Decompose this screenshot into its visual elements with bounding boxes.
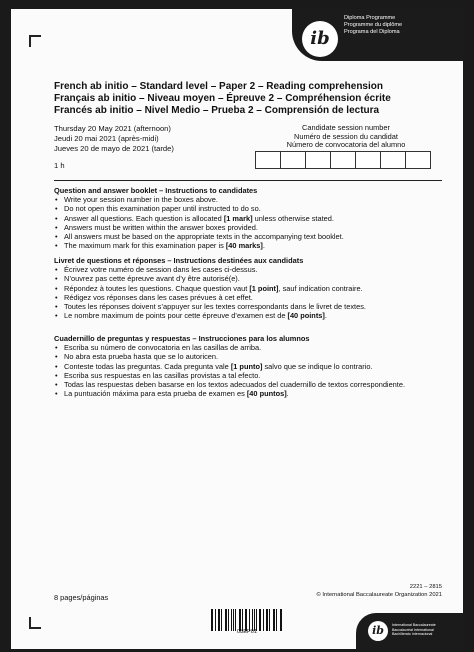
instruction-item: • Conteste todas las preguntas. Cada pregunta vale [1 punto] salvo que se indique lo contrario.	[54, 362, 449, 371]
barcode-bar	[219, 609, 220, 631]
copyright: © International Baccalaureate Organization 2021	[316, 592, 442, 599]
instruction-item: • N’ouvrez pas cette épreuve avant d’y être autorisé(e).	[54, 274, 449, 283]
programme-names: Diploma Programme Programme du diplôme Programa del Diploma	[344, 15, 403, 35]
instruction-item: • Rédigez vos réponses dans les cases prévues à cet effet.	[54, 293, 449, 302]
exam-paper	[11, 9, 463, 649]
barcode-bar	[235, 609, 236, 631]
instruction-item: • Écrivez votre numéro de session dans les cases ci-dessus.	[54, 265, 449, 274]
page-count: 8 pages/páginas	[54, 593, 109, 602]
section-heading: Question and answer booklet – Instructions to candidates	[54, 186, 258, 195]
exam-duration: 1 h	[54, 161, 65, 170]
session-digit-box[interactable]	[405, 151, 431, 169]
paper-code: 2221 – 2815	[409, 584, 442, 590]
crop-mark-top-left	[29, 35, 41, 47]
exam-dates: Thursday 20 May 2021 (afternoon) Jeudi 20 mai 2021 (après-midi) Jueves 20 de mayo de 2021 (tarde)	[54, 124, 174, 153]
ib-header-banner	[292, 9, 463, 61]
session-digit-box[interactable]	[355, 151, 381, 169]
instruction-item: • Toutes les réponses doivent s’appuyer sur les textes correspondants dans le livret de textes.	[54, 302, 449, 311]
instruction-item: • Répondez à toutes les questions. Chaque question vaut [1 point], sauf indication contraire.	[54, 284, 449, 293]
paper-title: French ab initio – Standard level – Paper 2 – Reading comprehension Français ab initio – Niveau moyen – Épreuve 2 – Compréhension écrite Francés ab initio – Nivel Medio – Prueba 2 – Comprensión de lectura	[54, 81, 391, 117]
paper-code-block	[311, 583, 442, 600]
candidate-session-label: Candidate session number Numéro de session du candidat Número de convocatoria del alumno	[286, 123, 406, 150]
instructions-french	[54, 256, 449, 320]
barcode-bar	[252, 609, 253, 631]
instruction-item: • Do not open this examination paper until instructed to do so.	[54, 204, 449, 213]
barcode	[211, 603, 283, 631]
ib-logo-icon: ib	[368, 621, 388, 641]
barcode-label: 08EP01	[237, 629, 257, 635]
section-heading: Livret de questions et réponses – Instructions destinées aux candidats	[54, 256, 304, 265]
divider	[54, 180, 442, 181]
instructions-spanish	[54, 334, 449, 398]
instruction-item: • La puntuación máxima para esta prueba de examen es [40 puntos].	[54, 389, 449, 398]
instruction-item: • The maximum mark for this examination paper is [40 marks].	[54, 241, 449, 250]
instruction-item: • No abra esta prueba hasta que se lo autoricen.	[54, 352, 449, 361]
organization-names: International Baccalaureate Baccalauréat International Bachillerato Internacional	[392, 623, 436, 637]
session-digit-box[interactable]	[330, 151, 356, 169]
crop-mark-bottom-left	[29, 617, 41, 629]
instruction-item: • Escriba su número de convocatoria en las casillas de arriba.	[54, 343, 449, 352]
session-digit-box[interactable]	[380, 151, 406, 169]
instruction-item: • Todas las respuestas deben basarse en los textos adecuados del cuadernillo de textos correspondiente.	[54, 380, 449, 389]
instructions-english	[54, 186, 449, 250]
session-digit-box[interactable]	[305, 151, 331, 169]
instruction-item: • All answers must be based on the appropriate texts in the accompanying text booklet.	[54, 232, 449, 241]
session-number-boxes[interactable]	[255, 151, 430, 169]
ib-logo-icon: ib	[302, 21, 338, 57]
instruction-item: • Answers must be written within the answer boxes provided.	[54, 223, 449, 232]
instruction-item: • Write your session number in the boxes above.	[54, 195, 449, 204]
barcode-bar	[269, 609, 270, 631]
instruction-item: • Escriba sus respuestas en las casillas provistas a tal efecto.	[54, 371, 449, 380]
session-digit-box[interactable]	[255, 151, 281, 169]
ib-footer-banner	[356, 613, 463, 649]
instruction-item: • Answer all questions. Each question is allocated [1 mark] unless otherwise stated.	[54, 214, 449, 223]
instruction-item: • Le nombre maximum de points pour cette épreuve d’examen est de [40 points].	[54, 311, 449, 320]
session-digit-box[interactable]	[280, 151, 306, 169]
section-heading: Cuadernillo de preguntas y respuestas – Instrucciones para los alumnos	[54, 334, 310, 343]
